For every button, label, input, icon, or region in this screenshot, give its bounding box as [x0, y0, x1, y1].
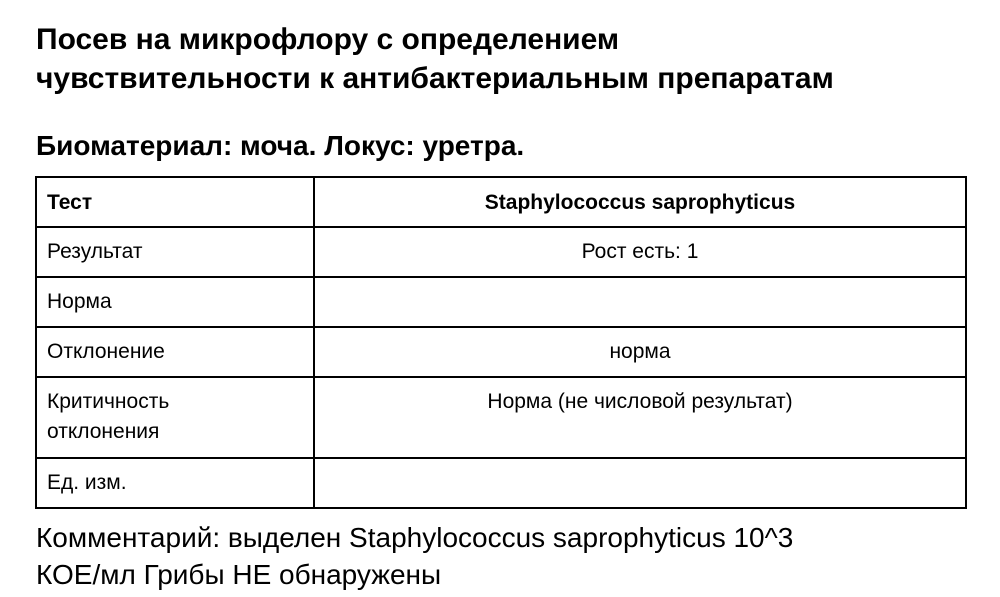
row-value-result: Рост есть: 1: [314, 227, 966, 277]
table-header-row: [36, 177, 966, 227]
row-label-norm: Норма: [36, 277, 314, 327]
table-row-result: [36, 227, 966, 277]
report-title-line-1: Посев на микрофлору с определением: [36, 23, 620, 56]
table-row-norm: [36, 277, 966, 327]
comment-text: [36, 519, 976, 593]
report-title: [36, 20, 976, 98]
report-title-line-2: чувствительности к антибактериальным препаратам: [36, 62, 834, 95]
header-test: Тест: [36, 177, 314, 227]
row-value-units: [314, 458, 966, 508]
row-label-criticality-line-2: отклонения: [47, 420, 160, 443]
header-organism: Staphylococcus saprophyticus: [314, 177, 966, 227]
row-label-deviation: Отклонение: [36, 327, 314, 377]
table-row-criticality: [36, 377, 966, 458]
row-label-criticality-line-1: Критичность: [47, 390, 170, 413]
results-table: [35, 176, 967, 509]
row-label-criticality: [36, 377, 314, 458]
row-value-criticality: Норма (не числовой результат): [314, 377, 966, 458]
comment-line-1: Комментарий: выделен Staphylococcus saprophyticus 10^3: [36, 522, 794, 553]
row-label-units: Ед. изм.: [36, 458, 314, 508]
biomaterial-heading: Биоматериал: моча. Локус: уретра.: [36, 130, 525, 161]
row-value-deviation: норма: [314, 327, 966, 377]
row-label-result: Результат: [36, 227, 314, 277]
table-row-units: [36, 458, 966, 508]
table-row-deviation: [36, 327, 966, 377]
row-value-norm: [314, 277, 966, 327]
comment-line-2: КОЕ/мл Грибы НЕ обнаружены: [36, 559, 442, 590]
